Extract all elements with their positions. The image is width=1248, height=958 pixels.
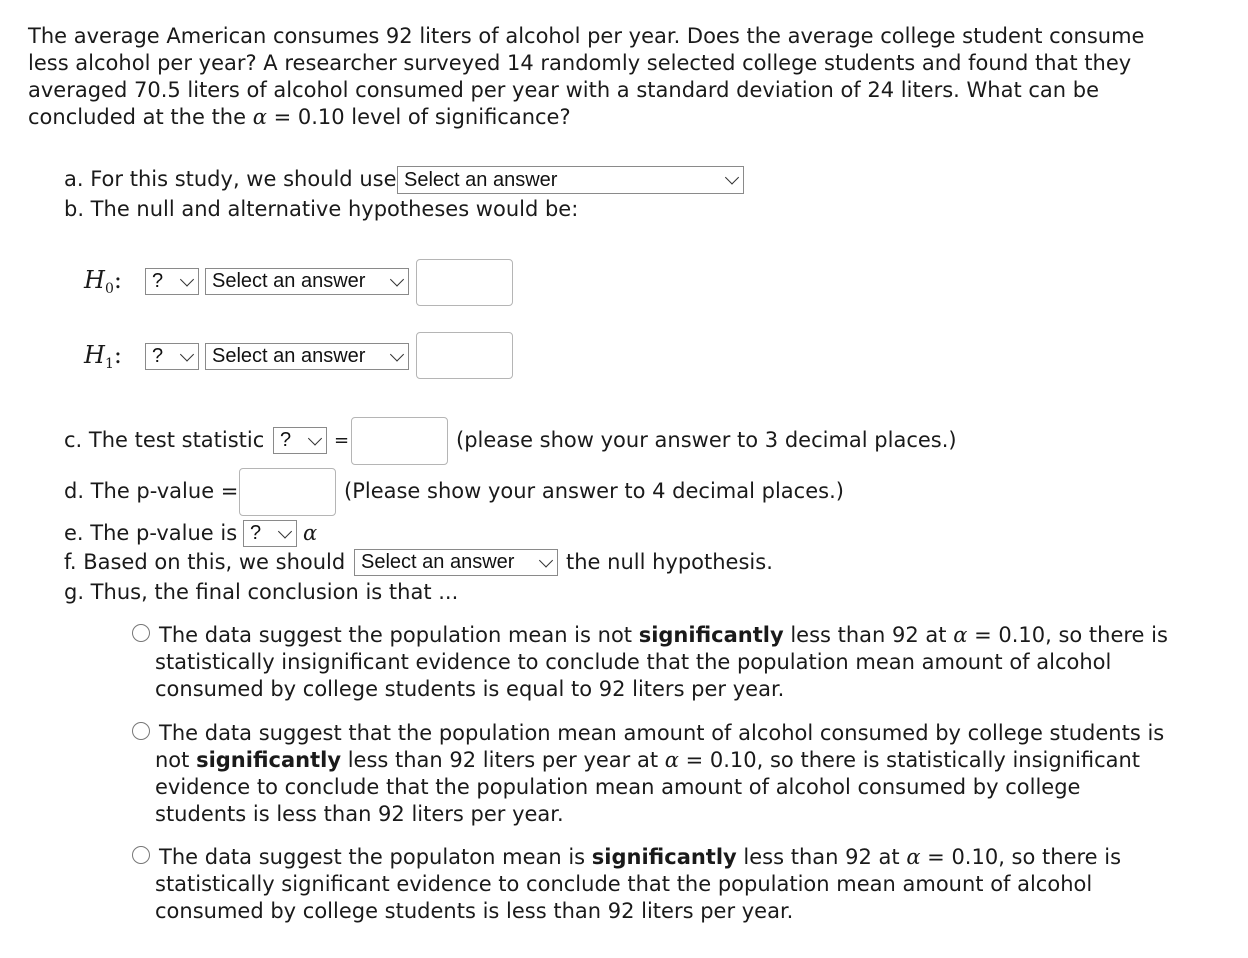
option-3-line-2: statistically significant evidence to conclude that the population mean amount of alcohol <box>155 872 1093 896</box>
option-2-line-3: evidence to conclude that the population mean amount of alcohol consumed by college <box>155 775 1081 799</box>
question-line-4-prefix: concluded at the the <box>28 105 247 129</box>
alpha-symbol: α <box>252 105 267 129</box>
h1-value-input[interactable] <box>416 332 513 379</box>
option-3-text-a: The data suggest the populaton mean is <box>159 845 592 869</box>
question-line-4-suffix: = 0.10 level of significance? <box>266 105 571 129</box>
option-3-line-3: consumed by college students is less than 92 liters per year. <box>155 899 794 923</box>
option-2-text-d: = 0.10, so there is statistically insignificant <box>678 748 1141 772</box>
part-a-label: a. For this study, we should use <box>64 167 397 191</box>
p-value-comparison-value: ? <box>250 522 262 544</box>
h1-label <box>84 341 122 372</box>
h1-letter: H <box>84 341 105 369</box>
part-b-label: b. The null and alternative hypotheses would be: <box>64 197 579 221</box>
part-d-label: d. The p-value = <box>64 479 239 503</box>
option-3-line-1 <box>159 844 1121 871</box>
part-e-label: e. The p-value is <box>64 521 238 545</box>
chevron-down-icon <box>390 347 404 361</box>
chevron-down-icon <box>278 524 292 538</box>
p-value-input[interactable] <box>239 468 336 516</box>
h0-letter: H <box>84 266 105 294</box>
part-c-label: c. The test statistic <box>64 428 265 452</box>
study-type-select-value: Select an answer <box>404 168 558 191</box>
part-d-note: (Please show your answer to 4 decimal places.) <box>344 479 844 503</box>
option-2-line-2 <box>155 747 1140 774</box>
alpha-symbol: α <box>303 521 318 545</box>
question-line-4 <box>28 104 571 131</box>
p-value-comparison-select[interactable] <box>243 520 297 547</box>
option-2-text-c: less than 92 liters per year at <box>341 748 665 772</box>
chevron-down-icon <box>725 170 739 184</box>
decision-select-value: Select an answer <box>361 551 515 573</box>
option-1-text-a: The data suggest the population mean is not <box>159 623 639 647</box>
h0-label <box>84 266 122 297</box>
h1-parameter-select[interactable] <box>145 343 199 370</box>
h0-relation-select[interactable] <box>205 268 409 295</box>
h1-relation-value: Select an answer <box>212 345 366 367</box>
part-f-suffix: the null hypothesis. <box>566 550 773 574</box>
option-2-line-1: The data suggest that the population mean amount of alcohol consumed by college students is <box>159 721 1165 745</box>
option-1-text-bold: significantly <box>638 623 784 647</box>
part-f-label: f. Based on this, we should <box>64 550 346 574</box>
question-line-2: less alcohol per year? A researcher surveyed 14 randomly selected college students and found that they <box>28 51 1132 75</box>
chevron-down-icon <box>308 431 322 445</box>
conclusion-radio-3[interactable] <box>132 846 150 864</box>
option-1-line-3: consumed by college students is equal to 92 liters per year. <box>155 677 785 701</box>
h0-value-input[interactable] <box>416 259 513 306</box>
conclusion-radio-2[interactable] <box>132 722 150 740</box>
option-2-text-bold: significantly <box>196 748 342 772</box>
decision-select[interactable] <box>354 549 558 576</box>
chevron-down-icon <box>180 347 194 361</box>
option-2-line-4: students is less than 92 liters per year. <box>155 802 564 826</box>
h0-colon: : <box>113 266 122 294</box>
h1-subscript: 1 <box>104 356 114 372</box>
conclusion-radio-1[interactable] <box>132 624 150 642</box>
alpha-symbol: α <box>906 845 921 869</box>
part-c-note: (please show your answer to 3 decimal places.) <box>456 428 957 452</box>
h0-relation-value: Select an answer <box>212 270 366 292</box>
study-type-select[interactable] <box>397 166 744 194</box>
test-statistic-select[interactable] <box>273 427 327 454</box>
chevron-down-icon <box>539 553 553 567</box>
question-line-1: The average American consumes 92 liters of alcohol per year. Does the average college student consume <box>28 24 1145 48</box>
h0-subscript: 0 <box>104 281 114 297</box>
part-g-label: g. Thus, the final conclusion is that ... <box>64 580 459 604</box>
option-3-text-d: = 0.10, so there is <box>920 845 1122 869</box>
test-statistic-select-value: ? <box>280 429 292 451</box>
option-1-line-1 <box>159 622 1168 649</box>
alpha-symbol: α <box>953 623 968 647</box>
option-3-text-bold: significantly <box>591 845 737 869</box>
test-statistic-equals: = <box>334 430 350 451</box>
option-1-text-c: less than 92 at <box>783 623 954 647</box>
alpha-symbol: α <box>664 748 679 772</box>
h1-parameter-value: ? <box>152 345 164 367</box>
h0-parameter-value: ? <box>152 270 164 292</box>
chevron-down-icon <box>180 272 194 286</box>
h1-colon: : <box>113 341 122 369</box>
h0-parameter-select[interactable] <box>145 268 199 295</box>
test-statistic-input[interactable] <box>351 417 448 465</box>
option-3-text-c: less than 92 at <box>736 845 907 869</box>
chevron-down-icon <box>390 272 404 286</box>
option-1-text-d: = 0.10, so there is <box>967 623 1168 647</box>
option-1-line-2: statistically insignificant evidence to conclude that the population mean amount of alcohol <box>155 650 1112 674</box>
question-line-3: averaged 70.5 liters of alcohol consumed per year with a standard deviation of 24 liters. What can be <box>28 78 1100 102</box>
h1-relation-select[interactable] <box>205 343 409 370</box>
option-2-text-a: not <box>155 748 197 772</box>
